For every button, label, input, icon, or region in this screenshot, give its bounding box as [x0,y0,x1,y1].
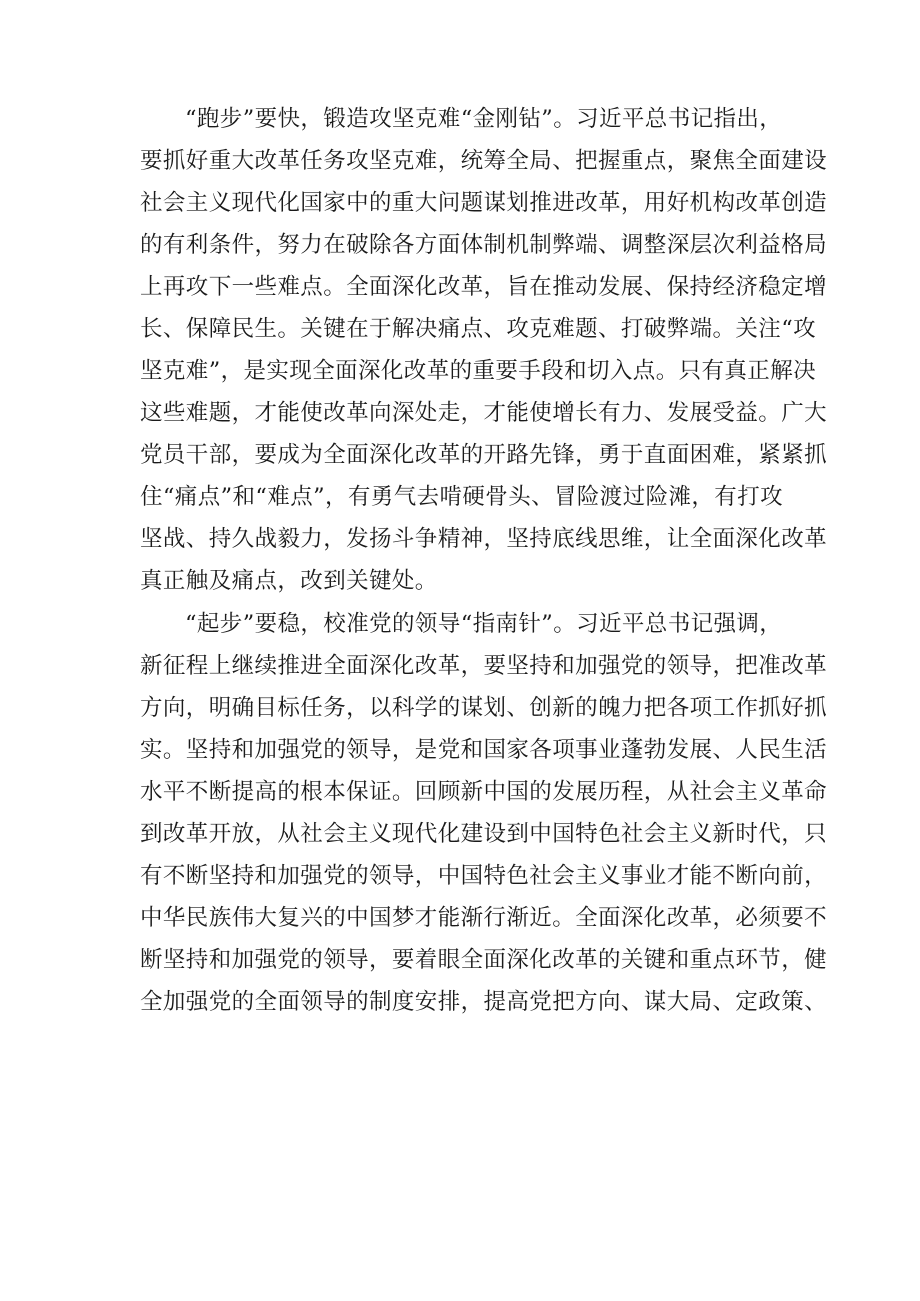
text-line: 方向，明确目标任务，以科学的谋划、创新的魄力把各项工作抓好抓 [140,695,828,721]
text-line: 真正触及痛点，改到关键处。 [140,568,438,594]
document-body [140,98,828,1023]
text-line: 上再攻下一些难点。全面深化改革，旨在推动发展、保持经济稳定增 [140,274,828,300]
text-line: 新征程上继续推进全面深化改革，要坚持和加强党的领导，把准改革 [140,653,828,679]
text-line: 到改革开放，从社会主义现代化建设到中国特色社会主义新时代，只 [140,821,828,847]
text-line: “跑步”要快，锻造攻坚克难“金刚钻”。习近平总书记指出， [185,106,783,132]
text-line: “起步”要稳，校准党的领导“指南针”。习近平总书记强调， [185,611,783,637]
text-line: 要抓好重大改革任务攻坚克难，统筹全局、把握重点，聚焦全面建设 [140,148,828,174]
paragraph-starting [140,603,828,1023]
text-line: 断坚持和加强党的领导，要着眼全面深化改革的关键和重点环节，健 [140,947,828,973]
text-line: 水平不断提高的根本保证。回顾新中国的发展历程，从社会主义革命 [140,779,828,805]
text-line: 长、保障民生。关键在于解决痛点、攻克难题、打破弊端。关注“攻 [140,316,817,342]
text-line: 这些难题，才能使改革向深处走，才能使增长有力、发展受益。广大 [140,400,828,426]
text-line: 实。坚持和加强党的领导，是党和国家各项事业蓬勃发展、人民生活 [140,737,828,763]
text-line: 住“痛点”和“难点”，有勇气去啃硬骨头、冒险渡过险滩，有打攻 [140,484,784,510]
text-line: 社会主义现代化国家中的重大问题谋划推进改革，用好机构改革创造 [140,190,828,216]
text-line: 党员干部，要成为全面深化改革的开路先锋，勇于直面困难，紧紧抓 [140,442,828,468]
text-line: 全加强党的全面领导的制度安排，提高党把方向、谋大局、定政策、 [140,989,828,1015]
text-line: 坚战、持久战毅力，发扬斗争精神，坚持底线思维，让全面深化改革 [140,526,828,552]
text-line: 中华民族伟大复兴的中国梦才能渐行渐近。全面深化改革，必须要不 [140,905,828,931]
text-line: 有不断坚持和加强党的领导，中国特色社会主义事业才能不断向前， [140,863,828,889]
paragraph-running [140,98,828,602]
text-line: 的有利条件，努力在破除各方面体制机制弊端、调整深层次利益格局 [140,232,828,258]
text-line: 坚克难”，是实现全面深化改革的重要手段和切入点。只有真正解决 [140,358,817,384]
